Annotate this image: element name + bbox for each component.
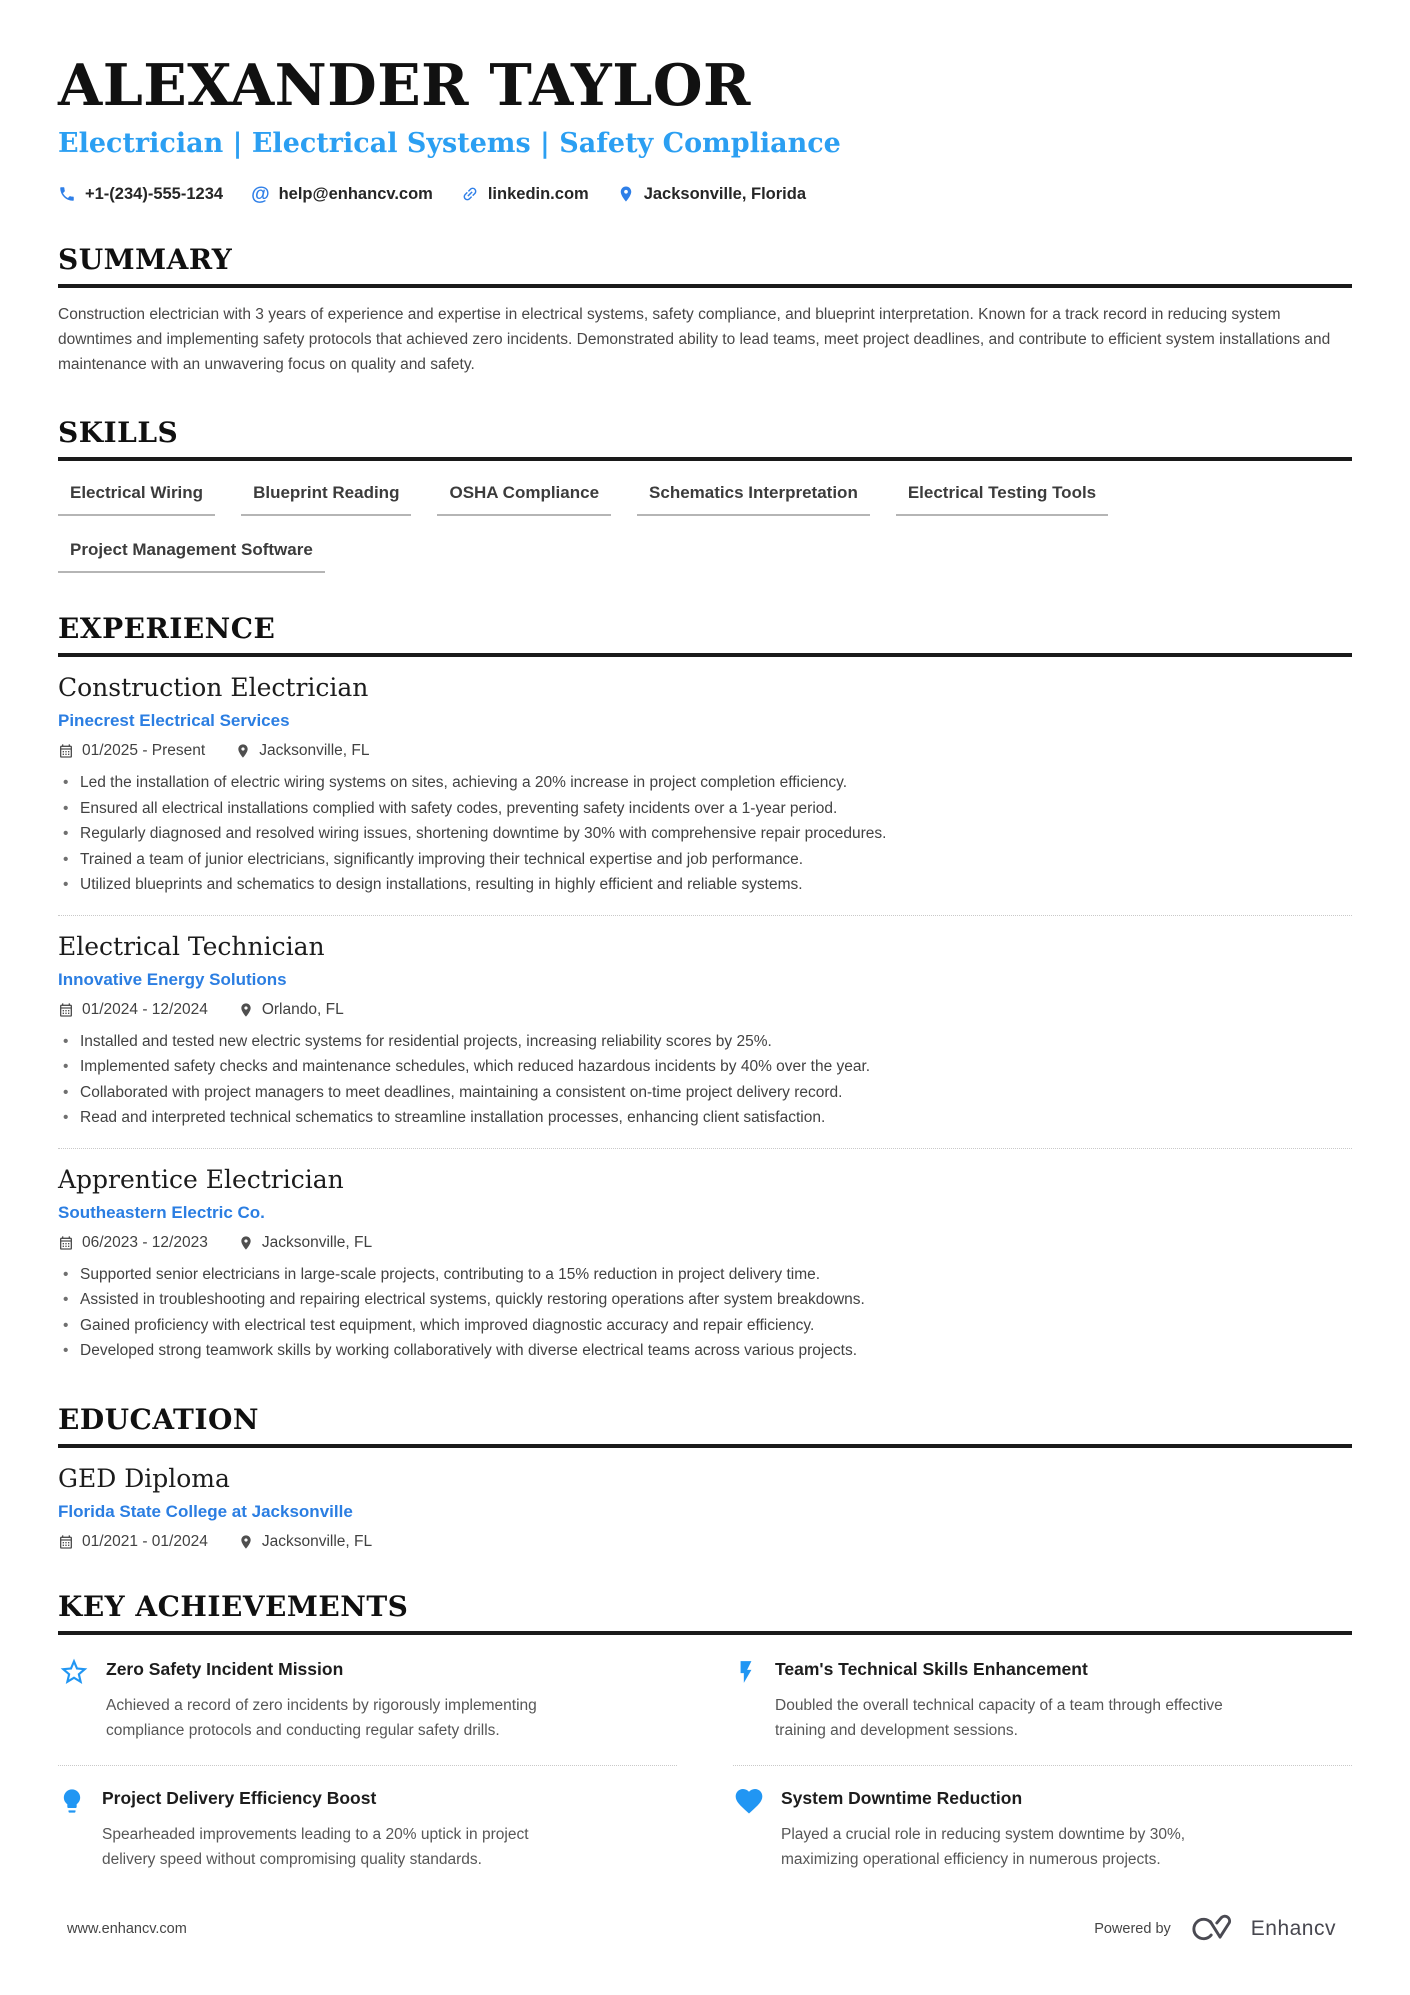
skills-list — [58, 483, 1352, 573]
star-icon — [58, 1656, 90, 1688]
job-bullets — [58, 770, 1352, 898]
bullet-item: • Implemented safety checks and maintenance schedules, which reduced hazardous incidents by 40% over the year. — [58, 1054, 1352, 1080]
contact-email-text: help@enhancv.com — [278, 184, 433, 203]
contact-location-text: Jacksonville, Florida — [643, 184, 807, 203]
achievement-text: Achieved a record of zero incidents by rigorously implementing compliance protocols and conducting regular safety drills. — [106, 1697, 537, 1740]
skill-chip: Blueprint Reading — [241, 483, 411, 516]
skills-section — [58, 417, 1352, 573]
contact-phone-text: +1-(234)-555-1234 — [85, 184, 224, 203]
lightbulb-icon — [58, 1785, 86, 1817]
candidate-name: ALEXANDER TAYLOR — [58, 52, 751, 119]
education-entry — [58, 1448, 1352, 1551]
phone-icon — [58, 185, 76, 203]
link-icon — [457, 182, 482, 207]
bullet-item: • Supported senior electricians in large-scale projects, contributing to a 15% reduction in project delivery time. — [58, 1262, 1352, 1288]
calendar-icon — [58, 1534, 74, 1550]
job-role: Apprentice Electrician — [58, 1164, 344, 1194]
achievement-item — [733, 1637, 1352, 1766]
education-location-text: Jacksonville, FL — [261, 1533, 373, 1551]
job-dates — [58, 1234, 208, 1252]
bullet-item: • Read and interpreted technical schematics to streamline installation processes, enhancing client satisfaction. — [58, 1105, 1352, 1131]
skill-chip: Electrical Testing Tools — [896, 483, 1108, 516]
enhancv-brand-name: Enhancv — [1250, 1917, 1336, 1940]
location-pin-icon — [238, 1002, 254, 1018]
job-dates-text: 06/2023 - 12/2023 — [82, 1233, 208, 1251]
lightning-icon — [733, 1656, 759, 1688]
bullet-item: • Gained proficiency with electrical test equipment, which improved diagnostic accuracy and repair efficiency. — [58, 1313, 1352, 1339]
education-location — [238, 1533, 372, 1551]
achievement-text: Spearheaded improvements leading to a 20% uptick in project delivery speed without compromising quality standards. — [102, 1826, 529, 1869]
contact-link[interactable] — [461, 185, 589, 204]
job-location — [238, 1234, 372, 1252]
job-dates-text: 01/2025 - Present — [82, 742, 206, 760]
education-degree: GED Diploma — [58, 1464, 230, 1494]
job-bullets — [58, 1262, 1352, 1364]
skill-chip: Electrical Wiring — [58, 483, 215, 516]
job-location — [238, 1001, 344, 1019]
experience-section — [58, 613, 1352, 1364]
job-role: Construction Electrician — [58, 673, 369, 703]
bullet-item: • Ensured all electrical installations complied with safety codes, preventing safety incidents over a 1-year period. — [58, 796, 1352, 822]
candidate-tagline: Electrician | Electrical Systems | Safety Compliance — [58, 127, 841, 159]
enhancv-brand[interactable] — [1187, 1912, 1336, 1946]
job-entry — [58, 1149, 1352, 1364]
bullet-item: • Utilized blueprints and schematics to design installations, resulting in highly efficient and reliable systems. — [58, 872, 1352, 898]
job-location-text: Jacksonville, FL — [259, 742, 370, 760]
achievement-title: Team's Technical Skills Enhancement — [775, 1659, 1088, 1680]
achievement-item — [733, 1766, 1352, 1894]
contact-row — [58, 185, 1352, 204]
achievement-title: Zero Safety Incident Mission — [106, 1659, 344, 1680]
skill-chip: OSHA Compliance — [437, 483, 611, 516]
job-dates — [58, 1001, 208, 1019]
summary-text: Construction electrician with 3 years of experience and expertise in electrical systems, safety compliance, and blueprint interpretation. Known for a track record in reducing system downtimes and implementing safety protocols that achieved zero incidents. Demonstrated ability to lead teams, meet project deadlines, and contribute to efficient system installations and maintenance with an unwavering focus on quality and safety. — [58, 306, 1331, 374]
job-role: Electrical Technician — [58, 931, 325, 961]
achievement-text: Played a crucial role in reducing system downtime by 30%, maximizing operational efficiency in numerous projects. — [781, 1826, 1186, 1869]
achievement-title: System Downtime Reduction — [781, 1788, 1023, 1809]
footer-site-link[interactable]: www.enhancv.com — [67, 1921, 187, 1937]
skill-chip: Project Management Software — [58, 540, 325, 573]
education-section — [58, 1404, 1352, 1551]
location-icon — [617, 185, 635, 203]
skill-chip: Schematics Interpretation — [637, 483, 870, 516]
section-title: SKILLS — [58, 417, 1352, 461]
bullet-item: • Regularly diagnosed and resolved wiring issues, shortening downtime by 30% with comprehensive repair procedures. — [58, 821, 1352, 847]
section-title: KEY ACHIEVEMENTS — [58, 1591, 1352, 1635]
location-pin-icon — [235, 743, 251, 759]
achievement-item — [58, 1637, 677, 1766]
job-entry — [58, 657, 1352, 898]
contact-email[interactable] — [251, 185, 433, 204]
contact-link-text: linkedin.com — [487, 184, 589, 203]
job-dates — [58, 742, 205, 760]
education-dates-text: 01/2021 - 01/2024 — [82, 1533, 208, 1551]
at-icon: @ — [251, 183, 270, 205]
bullet-item: • Trained a team of junior electricians, significantly improving their technical expertise and job performance. — [58, 847, 1352, 873]
job-meta — [58, 742, 1352, 760]
job-company: Innovative Energy Solutions — [58, 969, 287, 989]
bullet-item: • Led the installation of electric wiring systems on sites, achieving a 20% increase in project completion efficiency. — [58, 770, 1352, 796]
job-location-text: Orlando, FL — [261, 1000, 344, 1018]
section-title: EXPERIENCE — [58, 613, 1352, 657]
location-pin-icon — [238, 1534, 254, 1550]
calendar-icon — [58, 743, 74, 759]
education-dates — [58, 1533, 208, 1551]
achievement-title: Project Delivery Efficiency Boost — [102, 1788, 377, 1809]
education-meta — [58, 1533, 1352, 1551]
achievements-grid — [58, 1637, 1352, 1894]
bullet-item: • Collaborated with project managers to meet deadlines, maintaining a consistent on-time project delivery record. — [58, 1080, 1352, 1106]
powered-by-label: Powered by — [1094, 1921, 1171, 1937]
bullet-item: • Developed strong teamwork skills by working collaboratively with diverse electrical teams across various projects. — [58, 1338, 1352, 1364]
contact-phone[interactable] — [58, 185, 223, 204]
job-company: Southeastern Electric Co. — [58, 1202, 265, 1222]
job-entry — [58, 916, 1352, 1131]
section-title: EDUCATION — [58, 1404, 1352, 1448]
job-company: Pinecrest Electrical Services — [58, 711, 290, 731]
calendar-icon — [58, 1235, 74, 1251]
education-school: Florida State College at Jacksonville — [58, 1502, 353, 1522]
location-pin-icon — [238, 1235, 254, 1251]
job-dates-text: 01/2024 - 12/2024 — [82, 1000, 208, 1018]
page-footer — [67, 1912, 1336, 1946]
job-location-text: Jacksonville, FL — [261, 1233, 373, 1251]
summary-section — [58, 244, 1352, 377]
achievement-item — [58, 1766, 677, 1894]
section-title: SUMMARY — [58, 244, 1352, 288]
powered-by — [1094, 1912, 1336, 1946]
resume-header — [58, 52, 1352, 205]
calendar-icon — [58, 1002, 74, 1018]
job-bullets — [58, 1029, 1352, 1131]
job-meta — [58, 1001, 1352, 1019]
achievements-section — [58, 1591, 1352, 1894]
job-location — [235, 742, 369, 760]
job-meta — [58, 1234, 1352, 1252]
bullet-item: • Installed and tested new electric systems for residential projects, increasing reliability scores by 25%. — [58, 1029, 1352, 1055]
heart-icon — [733, 1785, 765, 1817]
bullet-item: • Assisted in troubleshooting and repairing electrical systems, quickly restoring operations after system breakdowns. — [58, 1287, 1352, 1313]
achievement-text: Doubled the overall technical capacity of a team through effective training and development sessions. — [775, 1697, 1223, 1740]
enhancv-logo-icon — [1187, 1912, 1241, 1946]
contact-location — [617, 185, 806, 204]
